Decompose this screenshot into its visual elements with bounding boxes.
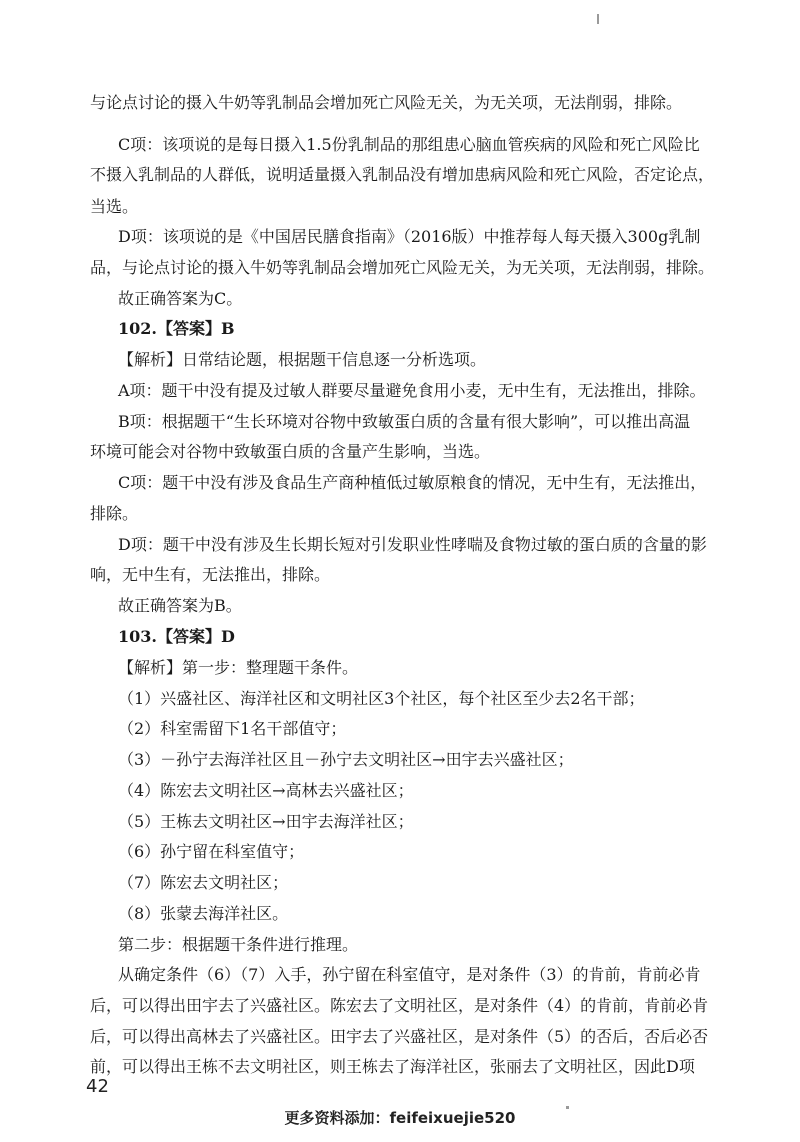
- text-line: 排除。: [90, 504, 139, 523]
- answer-heading: 102.【答案】B: [118, 319, 235, 338]
- text-line: 前，可以得出王栋不去文明社区，则王栋去了海洋社区，张丽去了文明社区，因此D项: [90, 1057, 695, 1076]
- text-line: 不摄入乳制品的人群低，说明适量摄入乳制品没有增加患病风险和死亡风险，否定论点，: [90, 165, 715, 184]
- condition-item: （1）兴盛社区、海洋社区和文明社区3个社区，每个社区至少去2名干部；: [118, 689, 645, 708]
- answer-heading: 103.【答案】D: [118, 627, 235, 646]
- condition-item: （7）陈宏去文明社区；: [118, 873, 289, 892]
- footer-note: 更多资料添加：feifeixuejie520: [284, 1109, 516, 1127]
- text-line: 环境可能会对谷物中致敏蛋白质的含量产生影响，当选。: [90, 442, 491, 461]
- condition-item: （5）王栋去文明社区→田宇去海洋社区；: [118, 812, 414, 831]
- page-number: 42: [86, 1076, 109, 1097]
- text-line: A项：题干中没有提及过敏人群要尽量避免食用小麦，无中生有，无法推出，排除。: [118, 381, 706, 400]
- text-line: D项：题干中没有涉及生长期长短对引发职业性哮喘及食物过敏的蛋白质的含量的影: [118, 535, 707, 554]
- text-line: D项：该项说的是《中国居民膳食指南》（2016版）中推荐每人每天摄入300g乳制: [118, 227, 701, 246]
- text-line: 后，可以得出田宇去了兴盛社区。陈宏去了文明社区，是对条件（4）的肯前，肯前必肯: [90, 996, 709, 1015]
- text-line: 从确定条件（6）（7）入手，孙宁留在科室值守，是对条件（3）的肯前，肯前必肯: [118, 965, 701, 984]
- text-line: 当选。: [90, 197, 139, 216]
- condition-item: （6）孙宁留在科室值守；: [118, 842, 305, 861]
- text-line: B项：根据题干“生长环境对谷物中致敏蛋白质的含量有很大影响”，可以推出高温: [118, 412, 691, 431]
- analysis-line: 【解析】日常结论题，根据题干信息逐一分析选项。: [118, 350, 487, 369]
- condition-item: （4）陈宏去文明社区→高林去兴盛社区；: [118, 781, 414, 800]
- condition-item: （2）科室需留下1名干部值守；: [118, 719, 347, 738]
- text-line: 第二步：根据题干条件进行推理。: [118, 935, 359, 954]
- scan-artifact: [597, 14, 599, 24]
- analysis-line: 【解析】第一步：整理题干条件。: [118, 658, 359, 677]
- text-line: C项：该项说的是每日摄入1.5份乳制品的那组患心脑血管疾病的风险和死亡风险比: [118, 135, 700, 154]
- text-line: 故正确答案为B。: [118, 596, 242, 615]
- condition-item: （8）张蒙去海洋社区。: [118, 904, 289, 923]
- text-line: 响，无中生有，无法推出，排除。: [90, 565, 331, 584]
- condition-item: （3）－孙宁去海洋社区且－孙宁去文明社区→田宇去兴盛社区；: [118, 750, 574, 769]
- text-line: 故正确答案为C。: [118, 289, 243, 308]
- scan-artifact: [566, 1106, 569, 1109]
- text-line: 后，可以得出高林去了兴盛社区。田宇去了兴盛社区，是对条件（5）的否后，否后必否: [90, 1027, 709, 1046]
- text-line: 品，与论点讨论的摄入牛奶等乳制品会增加死亡风险无关，为无关项，无法削弱，排除。: [90, 258, 715, 277]
- text-line: 与论点讨论的摄入牛奶等乳制品会增加死亡风险无关，为无关项，无法削弱，排除。: [90, 93, 683, 112]
- text-line: C项：题干中没有涉及食品生产商种植低过敏原粮食的情况，无中生有，无法推出，: [118, 473, 707, 492]
